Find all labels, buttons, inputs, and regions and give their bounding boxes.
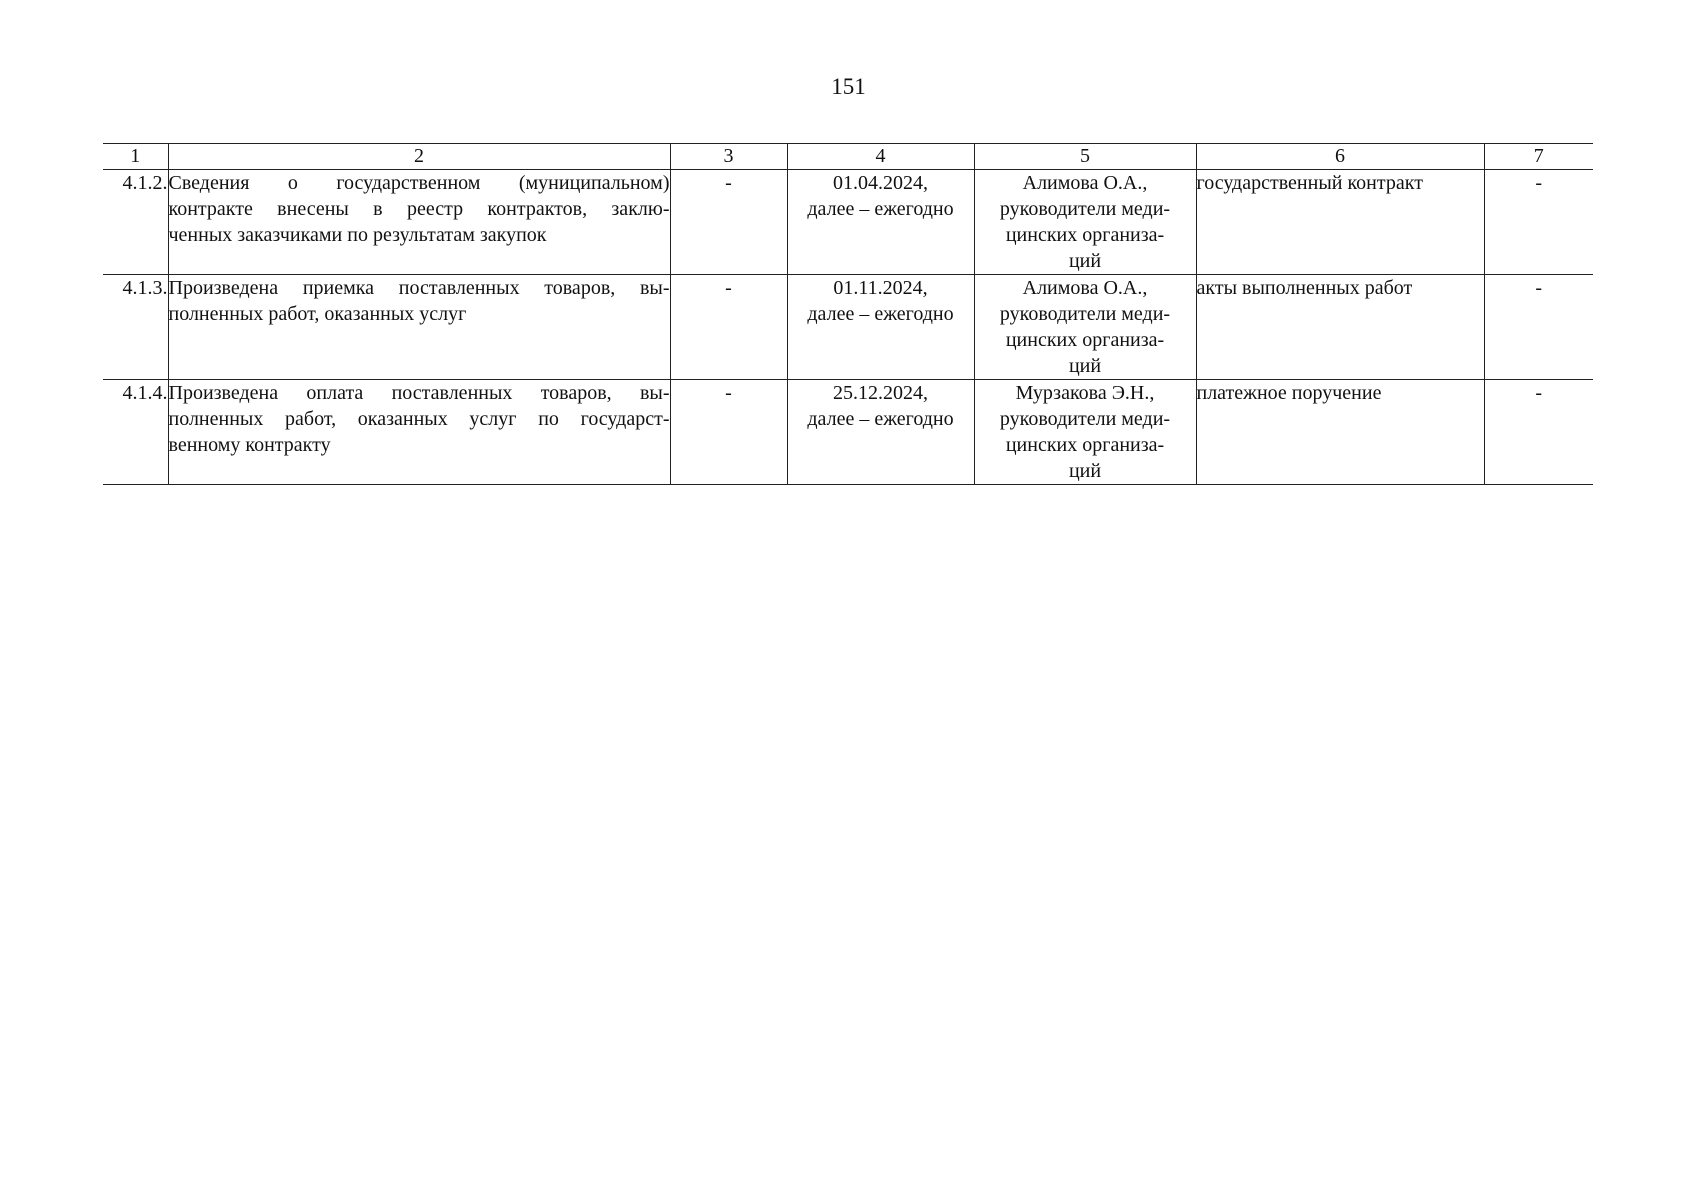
table-row <box>103 275 1593 380</box>
responsible-line: Мурзакова Э.Н., <box>1015 382 1155 404</box>
column-3-value: - <box>670 380 787 485</box>
description-line: Произведена оплата поставленных товаров, вы- <box>168 382 670 404</box>
responsible-line: руководители меди- <box>999 198 1171 220</box>
column-7-value: - <box>1484 380 1593 485</box>
deadline-date: 01.11.2024, <box>833 277 928 299</box>
result-document: акты выполненных работ <box>1196 275 1484 380</box>
event-description <box>168 380 670 485</box>
description-line: полненных работ, оказанных услуг <box>168 303 467 325</box>
column-7-value: - <box>1484 170 1593 275</box>
responsible-line: Алимова О.А., <box>1022 172 1148 194</box>
column-3-value: - <box>670 275 787 380</box>
responsible-line: ций <box>1068 355 1102 377</box>
deadline-period: далее – ежегодно <box>807 198 954 220</box>
column-header-5: 5 <box>974 144 1196 170</box>
responsible-line: руководители меди- <box>999 303 1171 325</box>
deadline <box>787 380 974 485</box>
responsible-persons <box>974 170 1196 275</box>
responsible-line: Алимова О.А., <box>1022 277 1148 299</box>
responsible-persons <box>974 380 1196 485</box>
table-row <box>103 170 1593 275</box>
description-line: ченных заказчиками по результатам закупок <box>168 224 547 246</box>
column-header-3: 3 <box>670 144 787 170</box>
responsible-line: ций <box>1068 250 1102 272</box>
result-document: платежное поручение <box>1196 380 1484 485</box>
responsible-persons <box>974 275 1196 380</box>
deadline <box>787 275 974 380</box>
column-header-4: 4 <box>787 144 974 170</box>
row-number: 4.1.4. <box>103 380 168 485</box>
column-3-value: - <box>670 170 787 275</box>
column-header-1: 1 <box>103 144 168 170</box>
deadline <box>787 170 974 275</box>
table-row <box>103 380 1593 485</box>
description-line: Сведения о государственном (муниципальном) <box>168 172 670 194</box>
responsible-line: ций <box>1068 460 1102 482</box>
row-number: 4.1.2. <box>103 170 168 275</box>
column-7-value: - <box>1484 275 1593 380</box>
responsible-line: цинских организа- <box>1005 329 1165 351</box>
column-header-2: 2 <box>168 144 670 170</box>
result-document: государственный контракт <box>1196 170 1484 275</box>
description-line: контракте внесены в реестр контрактов, заклю- <box>168 198 670 220</box>
event-description <box>168 275 670 380</box>
description-line: Произведена приемка поставленных товаров, вы- <box>168 277 670 299</box>
description-line: венному контракту <box>168 434 331 456</box>
responsible-line: цинских организа- <box>1005 434 1165 456</box>
row-number: 4.1.3. <box>103 275 168 380</box>
event-description <box>168 170 670 275</box>
activity-plan-table <box>103 143 1593 485</box>
column-number-row <box>103 144 1593 170</box>
deadline-period: далее – ежегодно <box>807 408 954 430</box>
deadline-period: далее – ежегодно <box>807 303 954 325</box>
description-line: полненных работ, оказанных услуг по государст- <box>168 408 670 430</box>
column-header-6: 6 <box>1196 144 1484 170</box>
responsible-line: цинских организа- <box>1005 224 1165 246</box>
page-number: 151 <box>831 74 866 99</box>
column-header-7: 7 <box>1484 144 1593 170</box>
deadline-date: 01.04.2024, <box>833 172 928 194</box>
responsible-line: руководители меди- <box>999 408 1171 430</box>
deadline-date: 25.12.2024, <box>833 382 928 404</box>
